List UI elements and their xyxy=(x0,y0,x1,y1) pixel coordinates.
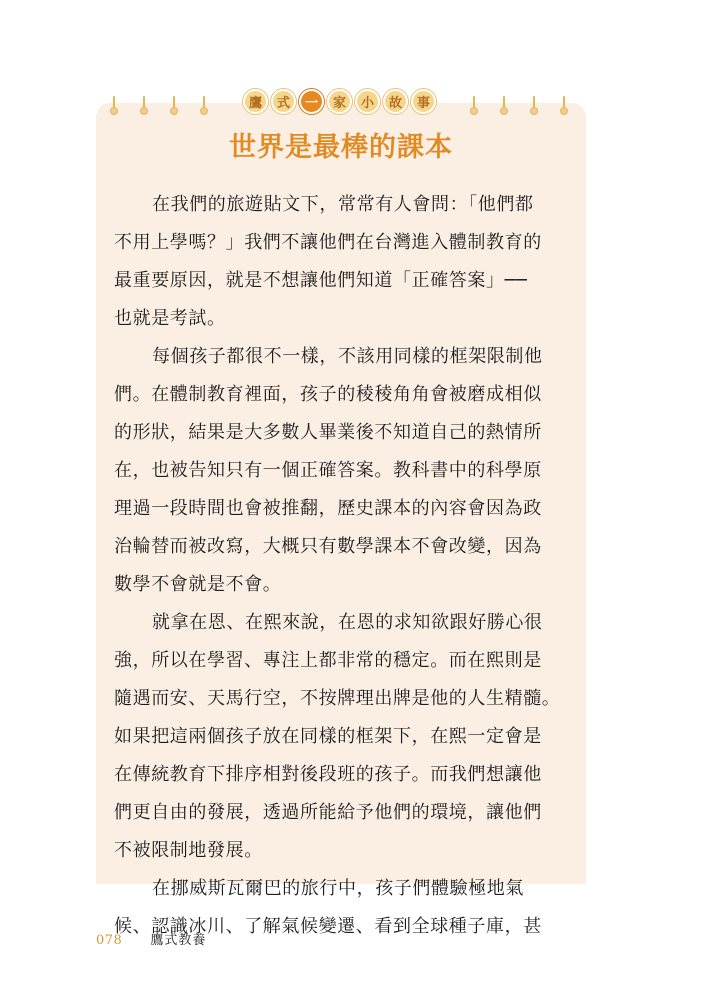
binder-ring-icon xyxy=(530,96,538,116)
paragraph-line: 在，也被告知只有一個正確答案。教科書中的科學原 xyxy=(114,460,542,481)
paragraph-line: 理過一段時間也會被推翻，歷史課本的內容會因為政 xyxy=(114,498,542,519)
binder-ring-icon xyxy=(140,96,148,116)
paragraph-line: 在我們的旅遊貼文下，常常有人會問：「他們都 xyxy=(152,194,534,215)
paragraph-line: 每個孩子都很不一樣，不該用同樣的框架限制他 xyxy=(152,346,543,367)
series-badge: 家 xyxy=(327,89,352,114)
binder-rings-right xyxy=(470,96,568,116)
paragraph-line: 最重要原因，就是不想讓他們知道「正確答案」── xyxy=(114,270,528,291)
series-badge-highlight: 一 xyxy=(299,89,324,114)
paragraph-line: 不用上學嗎？」我們不讓他們在台灣進入體制教育的 xyxy=(114,232,542,253)
paragraph-line: 治輪替而被改寫，大概只有數學課本不會改變，因為 xyxy=(114,536,542,557)
paragraph-line: 就拿在恩、在熙來說，在恩的求知欲跟好勝心很 xyxy=(152,612,543,633)
page-number: 078 xyxy=(96,933,123,948)
story-body xyxy=(114,186,572,946)
paragraph-line: 強，所以在學習、專注上都非常的穩定。而在熙則是 xyxy=(114,650,542,671)
story-title: 世界是最棒的課本 xyxy=(229,132,453,163)
paragraph-line: 不被限制地發展。 xyxy=(114,840,263,861)
book-title: 鷹式教養 xyxy=(150,933,207,948)
binder-ring-icon xyxy=(200,96,208,116)
paragraph-line: 數學不會就是不會。 xyxy=(114,574,282,595)
paragraph-line: 們。在體制教育裡面，孩子的稜稜角角會被磨成相似 xyxy=(114,384,542,405)
paragraph-line: 隨遇而安、天馬行空，不按牌理出牌是他的人生精髓。 xyxy=(114,688,561,709)
paragraph-line: 在挪威斯瓦爾巴的旅行中，孩子們體驗極地氣 xyxy=(152,878,524,899)
binder-ring-icon xyxy=(470,96,478,116)
paragraph-line: 們更自由的發展，透過所能給予他們的環境，讓他們 xyxy=(114,802,542,823)
binder-rings-left xyxy=(110,96,208,116)
paragraph-line: 候、認識冰川、了解氣候變遷、看到全球種子庫，甚 xyxy=(114,916,542,937)
paragraph-line: 也就是考試。 xyxy=(114,308,226,329)
page-footer xyxy=(96,929,206,948)
series-label xyxy=(243,89,436,114)
series-badge: 鷹 xyxy=(243,89,268,114)
paragraph-line: 的形狀，結果是大多數人畢業後不知道自己的熱情所 xyxy=(114,422,542,443)
series-badge: 小 xyxy=(355,89,380,114)
binder-ring-icon xyxy=(560,96,568,116)
paragraph-line: 在傳統教育下排序相對後段班的孩子。而我們想讓他 xyxy=(114,764,542,785)
series-badge: 故 xyxy=(383,89,408,114)
binder-ring-icon xyxy=(110,96,118,116)
paragraph-line: 如果把這兩個孩子放在同樣的框架下，在熙一定會是 xyxy=(114,726,542,747)
binder-ring-icon xyxy=(500,96,508,116)
series-badge: 事 xyxy=(411,89,436,114)
series-badge: 式 xyxy=(271,89,296,114)
binder-ring-icon xyxy=(170,96,178,116)
